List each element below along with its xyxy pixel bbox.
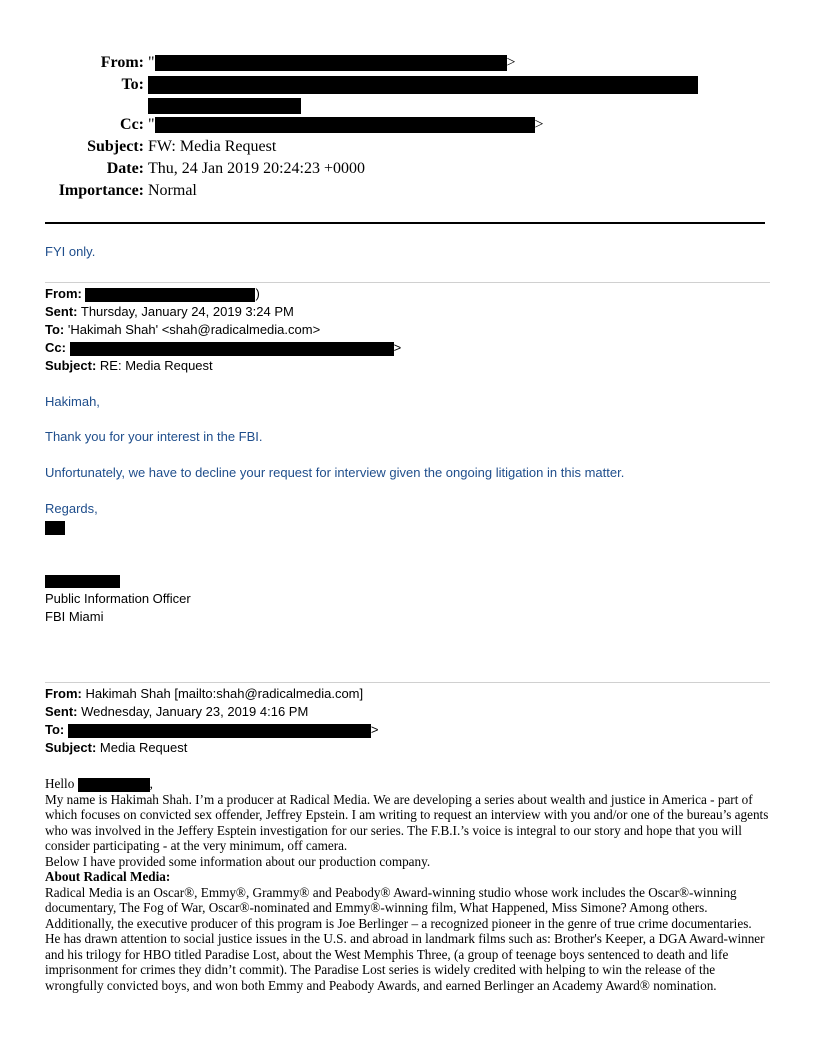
- header-importance-value: Normal: [148, 182, 197, 199]
- original-to-row: To: >: [45, 722, 379, 737]
- header-subject-label: Subject:: [87, 138, 144, 155]
- header-date-row: [0, 159, 816, 179]
- header-from-row: [0, 53, 816, 73]
- name-redaction: [45, 575, 120, 588]
- redaction-block: [85, 288, 255, 302]
- original-subject-row: Subject: Media Request: [45, 740, 188, 755]
- body-paragraph: My name is Hakimah Shah. I’m a producer at Radical Media. We are developing a series about wealth and justice in America - part of which focuses on convicted sex offender, Jeffrey Epstein. I am writing to request an interview with you and/or one of the bureau’s agents who was involved in the Jeffery Esptein investigation for our series. The F.B.I.’s voice is integral to our story and hope that you will consider participating - at the very minimum, off camera.: [45, 791, 769, 854]
- header-from-value: " >: [148, 54, 516, 71]
- original-from-row: From: Hakimah Shah [mailto:shah@radicalmedia.com]: [45, 686, 364, 701]
- header-cc-value: " >: [148, 116, 544, 133]
- signature-title: Public Information Officer: [45, 591, 191, 606]
- body-paragraph: Below I have provided some information about our production company.: [45, 853, 431, 869]
- redaction-block: [148, 98, 301, 114]
- header-subject-value: FW: Media Request: [148, 138, 277, 155]
- header-from-label: From:: [100, 54, 144, 71]
- header-cc-row: [0, 115, 816, 135]
- body-paragraph: Radical Media is an Oscar®, Emmy®, Grammy® and Peabody® Award-winning studio whose work includes the Oscar®-winning documentary, The Fog of War, Oscar®-nominated and Emmy®-winning film, What Happened, Miss Simone? Among others. Additionally, the executive producer of this program is Joe Berlinger – a recognized pioneer in the genre of true crime documentaries. He has drawn attention to social justice issues in the U.S. and abroad in landmark films such as: Brother's Keeper, a DGA Award-winner and his trilogy for HBO titled Paradise Lost, about the West Memphis Three, (a group of teenage boys sentenced to death and life imprisonment for crimes they didn’t commit). The Paradise Lost series is widely credited with helping to win the release of the wrongfully convicted boys, and won both Emmy and Peabody Awards, and earned Berlinger an Academy Award® nomination.: [45, 884, 765, 993]
- redaction-block: [78, 778, 150, 792]
- original-meta: [45, 685, 378, 757]
- fyi-note: FYI only.: [45, 244, 96, 259]
- redaction-block: [70, 342, 394, 356]
- header-cc-label: Cc:: [120, 116, 144, 133]
- signature-office: FBI Miami: [45, 609, 104, 624]
- reply-to-row: To: 'Hakimah Shah' <shah@radicalmedia.com>: [45, 322, 321, 337]
- reply-from-row: From: ): [45, 286, 260, 301]
- reply-meta: [45, 285, 401, 375]
- header-date-label: Date:: [106, 160, 144, 177]
- redaction-block: [155, 117, 535, 133]
- reply-line-2: Unfortunately, we have to decline your request for interview given the ongoing litigation in this matter.: [45, 465, 625, 480]
- reply-subject-row: Subject: RE: Media Request: [45, 358, 213, 373]
- hello-line: Hello ,: [45, 776, 153, 791]
- redaction-block: [155, 55, 507, 71]
- email-header: [0, 0, 816, 210]
- header-importance-row: [0, 181, 816, 201]
- header-subject-row: [0, 137, 816, 157]
- reply-sent-row: Sent: Thursday, January 24, 2019 3:24 PM: [45, 304, 294, 319]
- header-to-row: [0, 75, 816, 115]
- redaction-block: [148, 76, 698, 94]
- message-separator: [45, 682, 770, 683]
- reply-cc-row: Cc: >: [45, 340, 402, 355]
- original-sent-row: Sent: Wednesday, January 23, 2019 4:16 PM: [45, 704, 309, 719]
- message-separator: [45, 282, 770, 283]
- signature-redaction: [45, 521, 65, 535]
- header-importance-label: Importance:: [58, 182, 144, 199]
- header-date-value: Thu, 24 Jan 2019 20:24:23 +0000: [148, 160, 366, 177]
- original-body: [45, 776, 770, 993]
- header-divider: [45, 222, 765, 224]
- reply-greeting: Hakimah,: [45, 394, 100, 409]
- reply-closing: Regards,: [45, 501, 98, 516]
- header-to-label: To:: [121, 76, 144, 93]
- reply-line-1: Thank you for your interest in the FBI.: [45, 429, 263, 444]
- about-heading: About Radical Media:: [45, 869, 171, 885]
- header-to-value: [148, 75, 698, 115]
- redaction-block: [68, 724, 371, 738]
